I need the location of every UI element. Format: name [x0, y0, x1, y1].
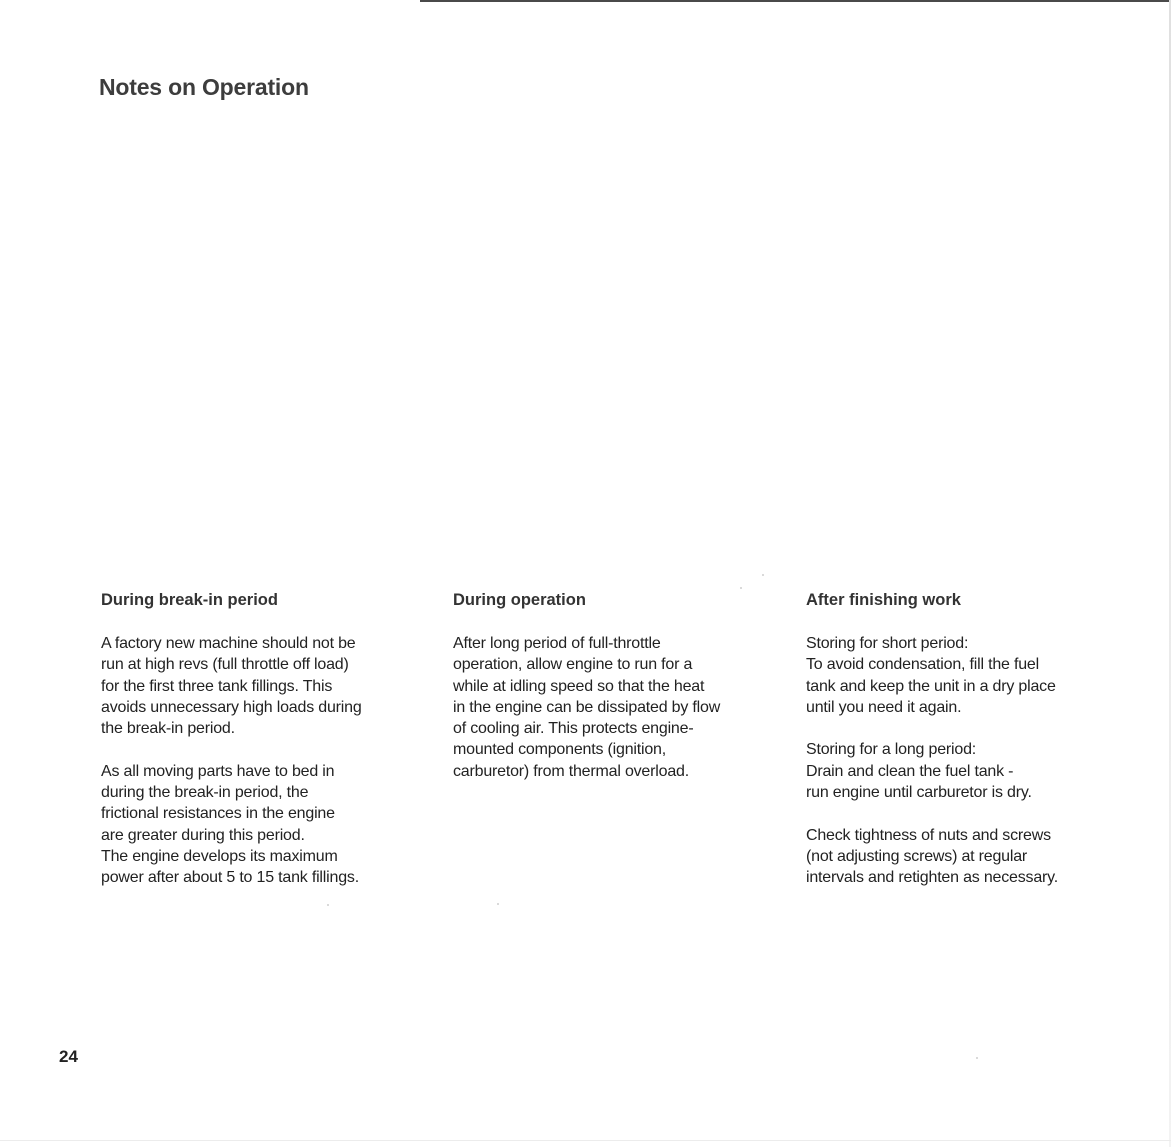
scan-speck — [762, 574, 764, 576]
top-edge-rule — [420, 0, 1171, 2]
paragraph: Check tightness of nuts and screws (not adjusting screws) at regular intervals and retighten as necessary. — [806, 826, 1058, 887]
section-heading: During operation — [453, 591, 586, 609]
section-heading: During break-in period — [101, 591, 278, 609]
page-number: 24 — [59, 1047, 78, 1066]
paragraph: Storing for a long period: Drain and clean the fuel tank - run engine until carburetor is dry. — [806, 741, 1032, 802]
paragraph: After long period of full-throttle operation, allow engine to run for a while at idling speed so that the heat in the engine can be dissipated by flow of cooling air. This protects engine- mounted components (ignition, carburetor) from thermal overload. — [453, 635, 721, 780]
column-break-in-period — [101, 588, 411, 910]
paragraph: As all moving parts have to bed in during the break-in period, the frictional resistances in the engine are greater during this period. The engine develops its maximum power after about 5 to 15 tank fillings. — [101, 762, 359, 887]
bottom-page-edge — [0, 1140, 1171, 1141]
column-during-operation — [453, 588, 763, 803]
column-after-finishing-work — [806, 588, 1116, 910]
paragraph: Storing for short period: To avoid condensation, fill the fuel tank and keep the unit in a dry place until you need it again. — [806, 635, 1056, 716]
scan-speck — [497, 903, 499, 905]
paragraph: A factory new machine should not be run at high revs (full throttle off load) for the first three tank fillings. This avoids unnecessary high loads during the break-in period. — [101, 635, 362, 738]
section-heading: After finishing work — [806, 591, 961, 609]
scan-speck — [976, 1057, 978, 1059]
page-title: Notes on Operation — [99, 74, 309, 100]
